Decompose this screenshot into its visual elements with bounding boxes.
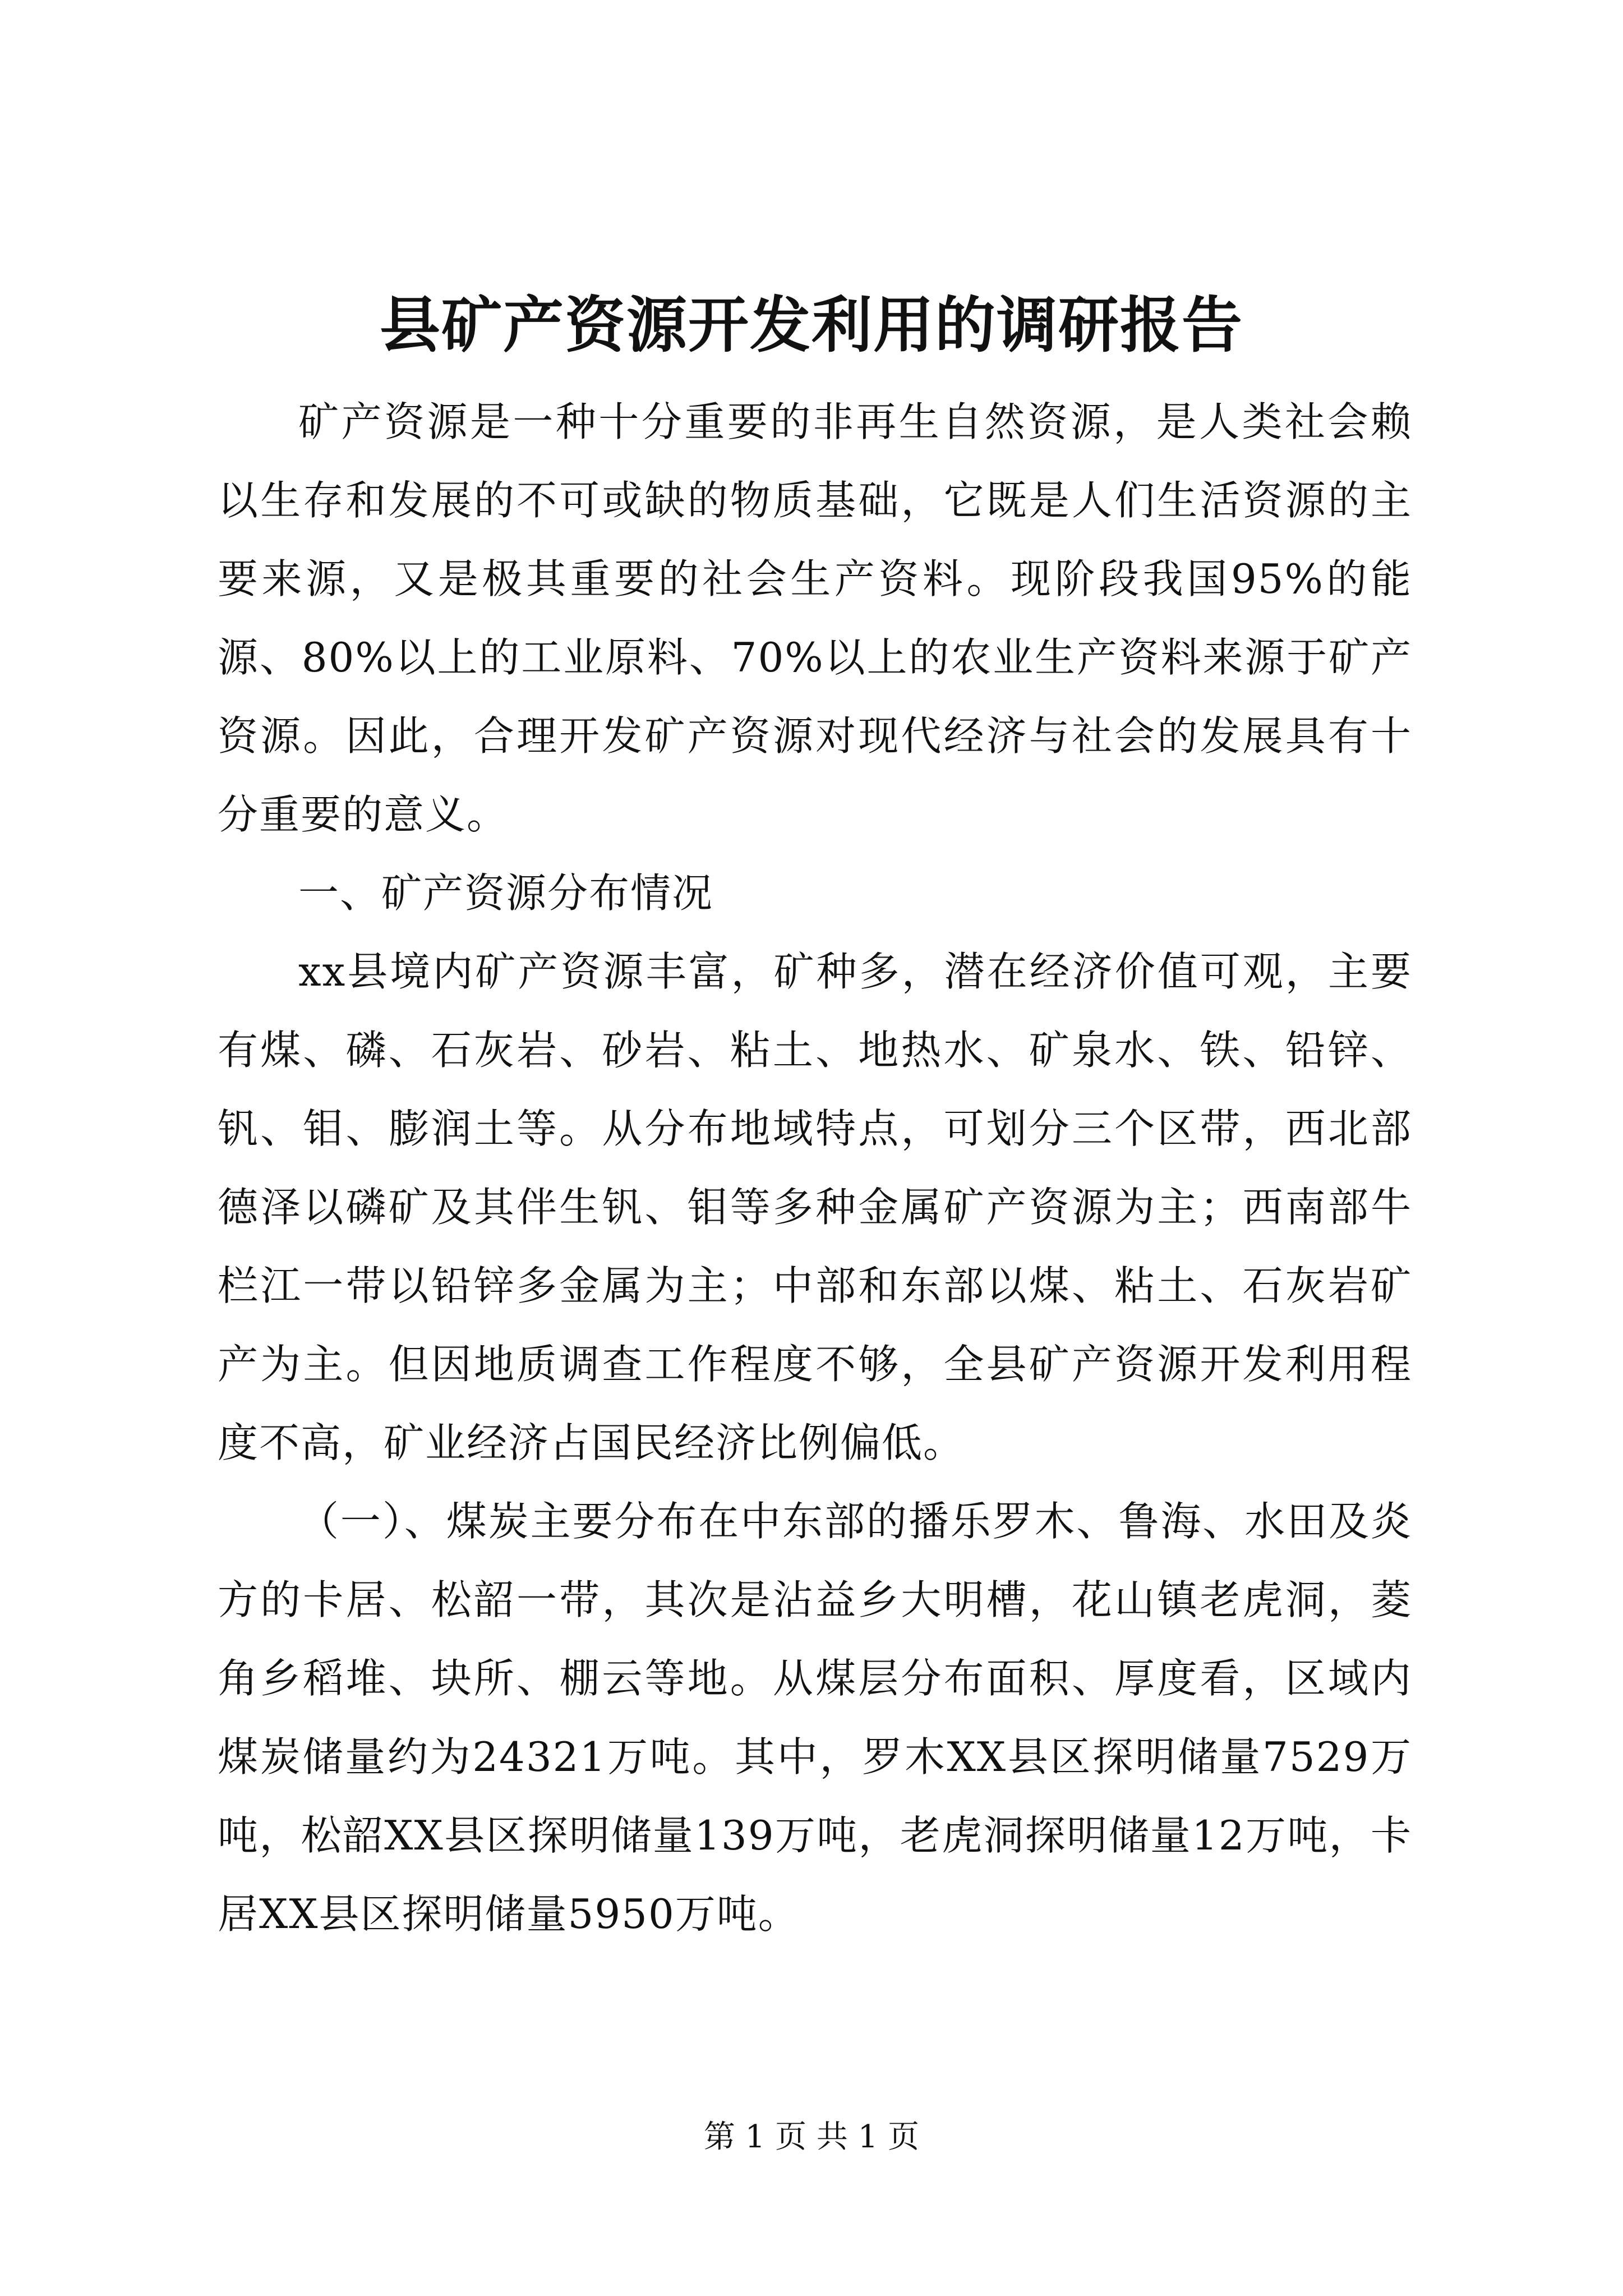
paragraph-intro: 矿产资源是一种十分重要的非再生自然资源，是人类社会赖以生存和发展的不可或缺的物质基础，它既是人们生活资源的主要来源，又是极其重要的社会生产资料。现阶段我国95%的能源、80%以上的工业原料、70%以上的农业生产资料来源于矿产资源。因此，合理开发矿产资源对现代经济与社会的发展具有十分重要的意义。 (218, 398, 1412, 838)
document-title: 县矿产资源开发利用的调研报告 (379, 290, 1243, 361)
page-number-footer: 第 1 页 共 1 页 (703, 2119, 920, 2155)
paragraph-coal: （一）、煤炭主要分布在中东部的播乐罗木、鲁海、水田及炎方的卡居、松韶一带，其次是沾益乡大明槽，花山镇老虎洞，菱角乡稻堆、块所、棚云等地。从煤层分布面积、厚度看，区域内煤炭储量约为24321万吨。其中，罗木XX县区探明储量7529万吨，松韶XX县区探明储量139万吨，老虎洞探明储量12万吨，卡居XX县区探明储量5950万吨。 (218, 1498, 1412, 1938)
document-body (218, 383, 1412, 1953)
paragraph-distribution: xx县境内矿产资源丰富，矿种多，潜在经济价值可观，主要有煤、磷、石灰岩、砂岩、粘土、地热水、矿泉水、铁、铅锌、钒、钼、膨润土等。从分布地域特点，可划分三个区带，西北部德泽以磷矿及其伴生钒、钼等多种金属矿产资源为主；西南部牛栏江一带以铅锌多金属为主；中部和东部以煤、粘土、石灰岩矿产为主。但因地质调查工作程度不够，全县矿产资源开发利用程度不高，矿业经济占国民经济比例偏低。 (218, 948, 1412, 1466)
section-heading-1: 一、矿产资源分布情况 (298, 869, 714, 917)
